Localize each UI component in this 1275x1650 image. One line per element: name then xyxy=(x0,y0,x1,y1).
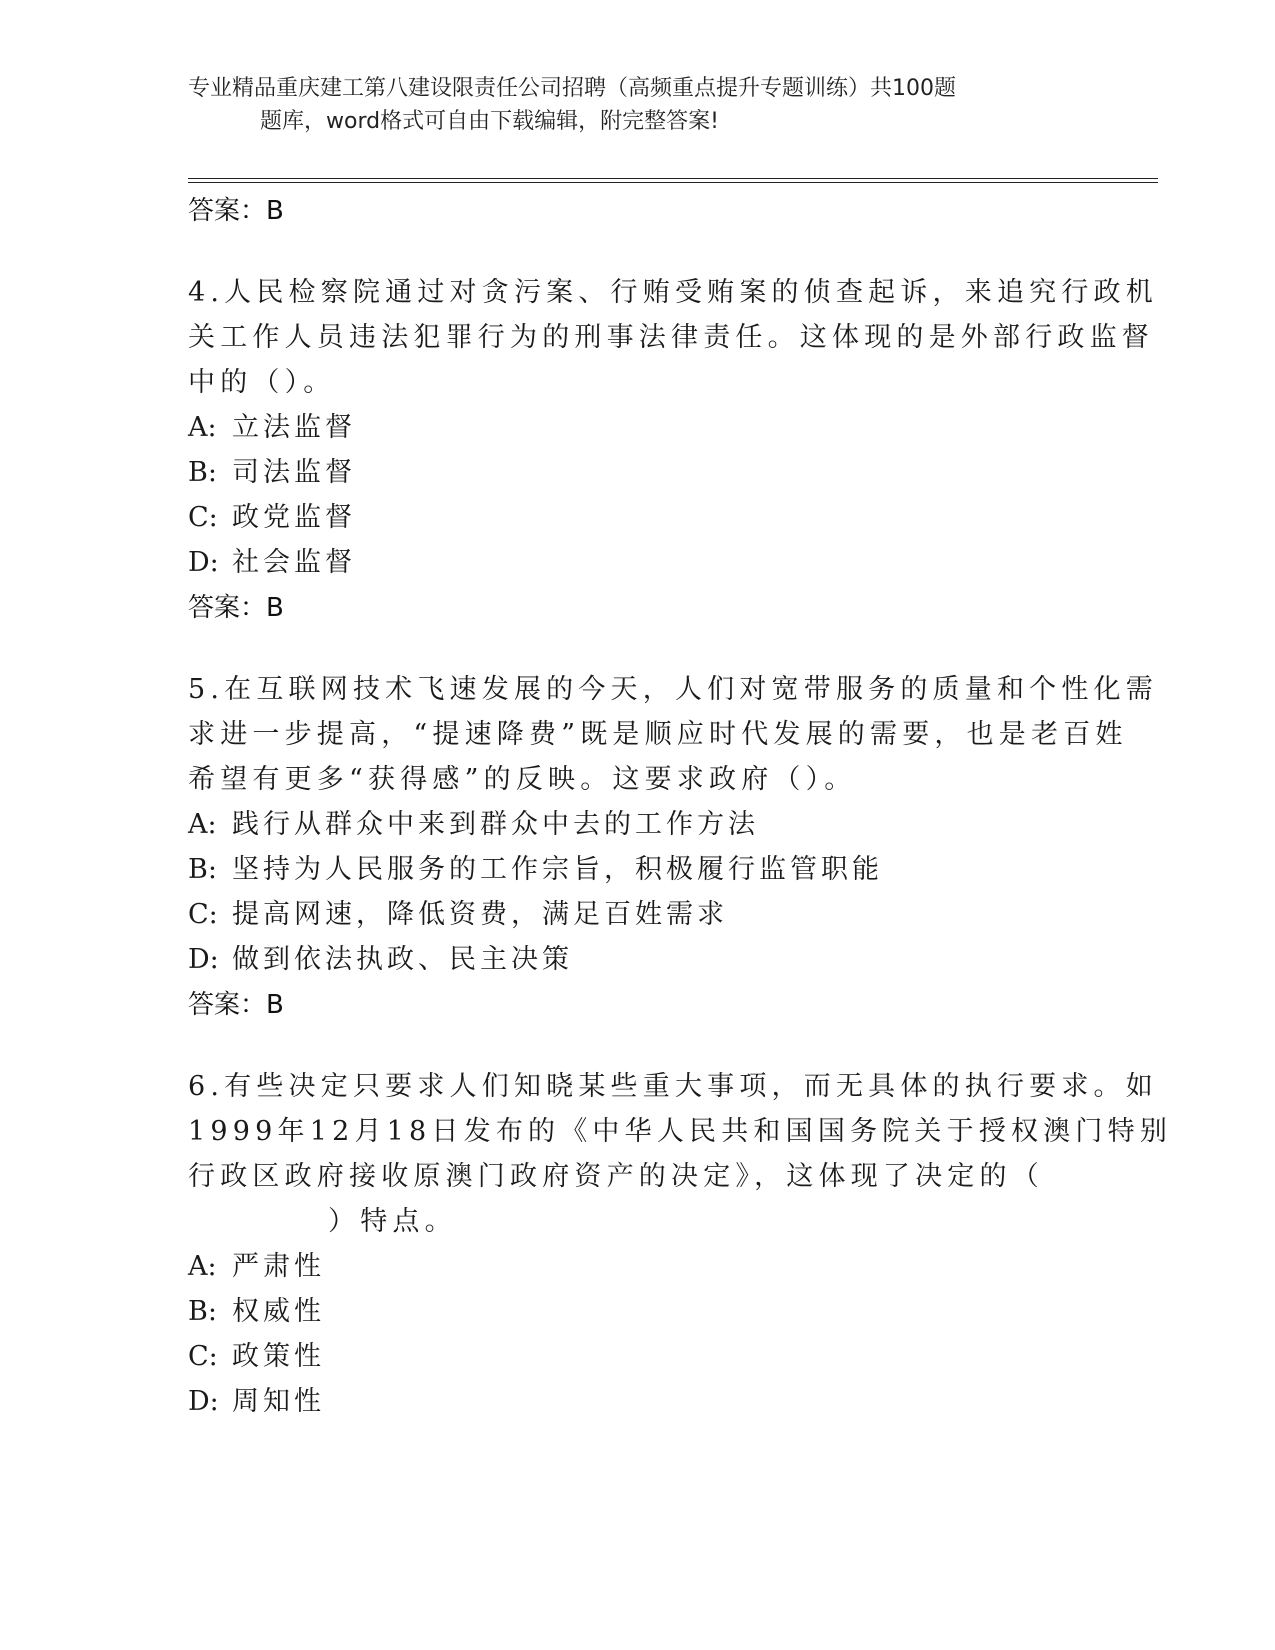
page-header xyxy=(188,72,1068,138)
option-text: 立法监督 xyxy=(232,412,356,443)
option-c xyxy=(188,1334,1088,1379)
header-divider-bottom xyxy=(188,182,1158,183)
option-key: B: xyxy=(188,1296,217,1327)
question-text-line: 行政区政府接收原澳门政府资产的决定》，这体现了决定的（ xyxy=(188,1161,1044,1192)
question-5 xyxy=(188,667,1158,1028)
option-a xyxy=(188,802,1088,847)
option-d xyxy=(188,937,1088,982)
question-6 xyxy=(188,1064,1173,1424)
option-c xyxy=(188,495,1088,540)
option-b xyxy=(188,847,1088,892)
question-text-line: 关工作人员违法犯罪行为的刑事法律责任。这体现的是外部行政监督 xyxy=(188,322,1154,353)
question-text-line: 6.有些决定只要求人们知晓某些重大事项，而无具体的执行要求。如 xyxy=(188,1071,1158,1102)
answer-line: 答案：B xyxy=(188,593,284,623)
header-title-line1: 专业精品重庆建工第八建设限责任公司招聘（高频重点提升专题训练）共100题 xyxy=(188,76,956,101)
option-key: B: xyxy=(188,854,217,885)
option-text: 严肃性 xyxy=(232,1251,325,1282)
option-a xyxy=(188,1244,1088,1289)
option-text: 坚持为人民服务的工作宗旨，积极履行监管职能 xyxy=(232,854,883,885)
option-c xyxy=(188,892,1088,937)
option-text: 践行从群众中来到群众中去的工作方法 xyxy=(232,809,759,840)
answer-line: 答案：B xyxy=(188,990,284,1020)
answer-line: 答案：B xyxy=(188,196,284,226)
header-title-line2: 题库，word格式可自由下载编辑，附完整答案! xyxy=(260,109,719,134)
option-key: D: xyxy=(188,944,219,975)
option-text: 周知性 xyxy=(232,1386,325,1417)
option-text: 权威性 xyxy=(232,1296,325,1327)
question-text-line: 中的（）。 xyxy=(188,367,336,398)
option-key: D: xyxy=(188,1386,219,1417)
question-text-line: 4.人民检察院通过对贪污案、行贿受贿案的侦查起诉，来追究行政机 xyxy=(188,277,1158,308)
header-divider-top xyxy=(188,178,1158,179)
option-key: C: xyxy=(188,502,218,533)
option-key: C: xyxy=(188,899,218,930)
option-d xyxy=(188,540,1088,585)
option-text: 司法监督 xyxy=(232,457,356,488)
option-key: A: xyxy=(188,412,217,443)
question-text-line: 1999年12月18日发布的《中华人民共和国国务院关于授权澳门特别 xyxy=(188,1116,1173,1147)
option-key: C: xyxy=(188,1341,218,1372)
option-key: B: xyxy=(188,457,217,488)
option-key: D: xyxy=(188,547,219,578)
question-4 xyxy=(188,270,1158,631)
option-key: A: xyxy=(188,1251,217,1282)
option-text: 社会监督 xyxy=(232,547,356,578)
question-text-line: 希望有更多“获得感”的反映。这要求政府（）。 xyxy=(188,764,857,795)
question-text-line: 5.在互联网技术飞速发展的今天，人们对宽带服务的质量和个性化需 xyxy=(188,674,1158,705)
option-d xyxy=(188,1379,1088,1424)
option-text: 政策性 xyxy=(232,1341,325,1372)
option-text: 做到依法执政、民主决策 xyxy=(232,944,573,975)
option-text: 提高网速，降低资费，满足百姓需求 xyxy=(232,899,728,930)
option-key: A: xyxy=(188,809,217,840)
option-text: 政党监督 xyxy=(232,502,356,533)
option-b xyxy=(188,450,1088,495)
option-b xyxy=(188,1289,1088,1334)
option-a xyxy=(188,405,1088,450)
question-text-line: ）特点。 xyxy=(328,1206,457,1237)
document-body xyxy=(188,188,1173,1424)
question-text-line: 求进一步提高，“提速降费”既是顺应时代发展的需要，也是老百姓 xyxy=(188,719,1128,750)
